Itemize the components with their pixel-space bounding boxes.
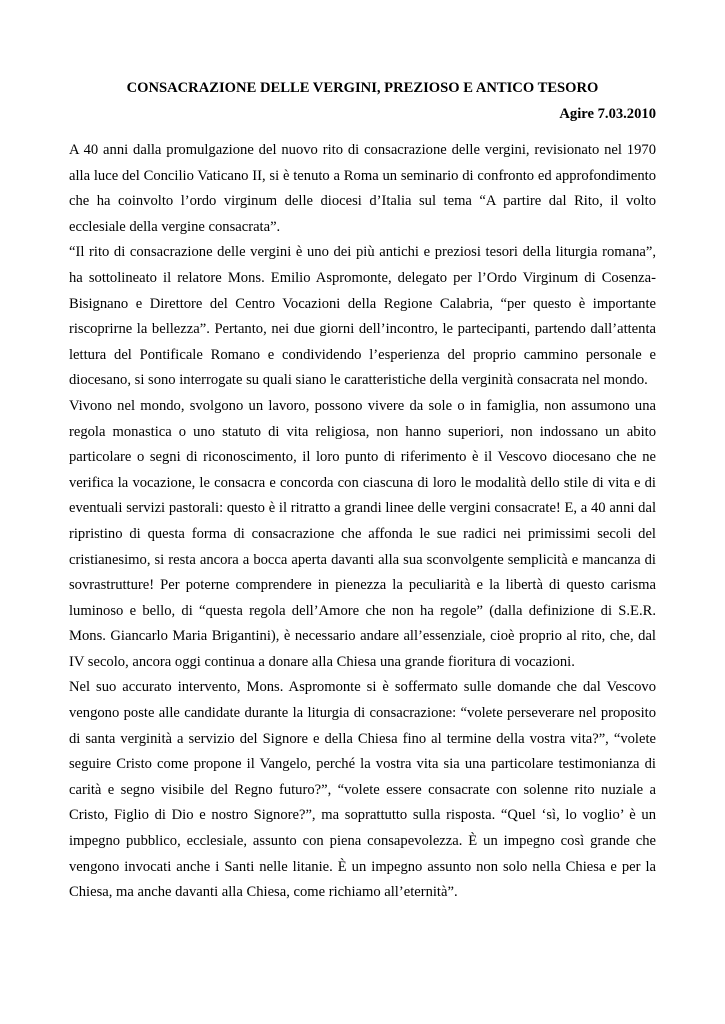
- source-citation: Agire 7.03.2010: [559, 106, 656, 122]
- paragraph: Nel suo accurato intervento, Mons. Aspromonte si è soffermato sulle domande che dal Vescovo vengono poste alle candidate durante la liturgia di consacrazione: “volete perseverare nel proposito di santa verginità a servizio del Signore e della Chiesa fino al termine della vostra vita?”, “volete seguire Cristo come propone il Vangelo, perché la vostra vita sia una particolare testimonianza di carità e segno visibile del Regno futuro?”, “volete essere consacrate con solenne rito nuziale a Cristo, Figlio di Dio e nostro Signore?”, ma soprattutto sulla risposta. “Quel ‘sì, lo voglio’ è un impegno pubblico, ecclesiale, assunto con piena consapevolezza. È un impegno così grande che vengono invocati anche i Santi nelle litanie. È un impegno assunto non solo nella Chiesa e per la Chiesa, ma anche davanti alla Chiesa, come richiamo all’eternità”.: [69, 679, 656, 901]
- paragraph: “Il rito di consacrazione delle vergini è uno dei più antichi e preziosi tesori della liturgia romana”, ha sottolineato il relatore Mons. Emilio Aspromonte, delegato per l’Ordo Virginum di Cosenza-Bisignano e Direttore del Centro Vocazioni della Regione Calabria, “per questo è importante riscoprirne la bellezza”. Pertanto, nei due giorni dell’incontro, le partecipanti, partendo dall’attenta lettura del Pontificale Romano e condividendo l’esperienza del proprio cammino personale e diocesano, si sono interrogate su quali siano le caratteristiche della verginità consacrata nel mondo.: [69, 244, 656, 389]
- article-body: [69, 138, 656, 906]
- paragraph: A 40 anni dalla promulgazione del nuovo rito di consacrazione delle vergini, revisionato nel 1970 alla luce del Concilio Vaticano II, si è tenuto a Roma un seminario di confronto ed approfondimento che ha coinvolto l’ordo virginum delle diocesi d’Italia sul tema “A partire dal Rito, il volto ecclesiale della vergine consacrata”.: [69, 142, 656, 235]
- paragraph: Vivono nel mondo, svolgono un lavoro, possono vivere da sole o in famiglia, non assumono una regola monastica o uno statuto di vita religiosa, non hanno superiori, non indossano un abito particolare o segni di riconoscimento, il loro punto di riferimento è il Vescovo diocesano che ne verifica la vocazione, le consacra e concorda con ciascuna di loro le modalità dello stile di vita e di eventuali servizi pastorali: questo è il ritratto a grandi linee delle vergini consacrate! E, a 40 anni dal ripristino di questa forma di consacrazione che affonda le sue radici nei primissimi secoli del cristianesimo, si resta ancora a bocca aperta davanti alla sua sconvolgente semplicità e mancanza di sovrastrutture! Per poterne comprendere in pienezza la peculiarità e la libertà di questo carisma luminoso e bello, di “questa regola dell’Amore che non ha regole” (dalla definizione di S.E.R. Mons. Giancarlo Maria Brigantini), è necessario andare all’essenziale, cioè proprio al rito, che, dal IV secolo, ancora oggi continua a donare alla Chiesa una grande fioritura di vocazioni.: [69, 397, 656, 670]
- document-title: CONSACRAZIONE DELLE VERGINI, PREZIOSO E ANTICO TESORO: [126, 80, 599, 96]
- document-page: [69, 78, 656, 906]
